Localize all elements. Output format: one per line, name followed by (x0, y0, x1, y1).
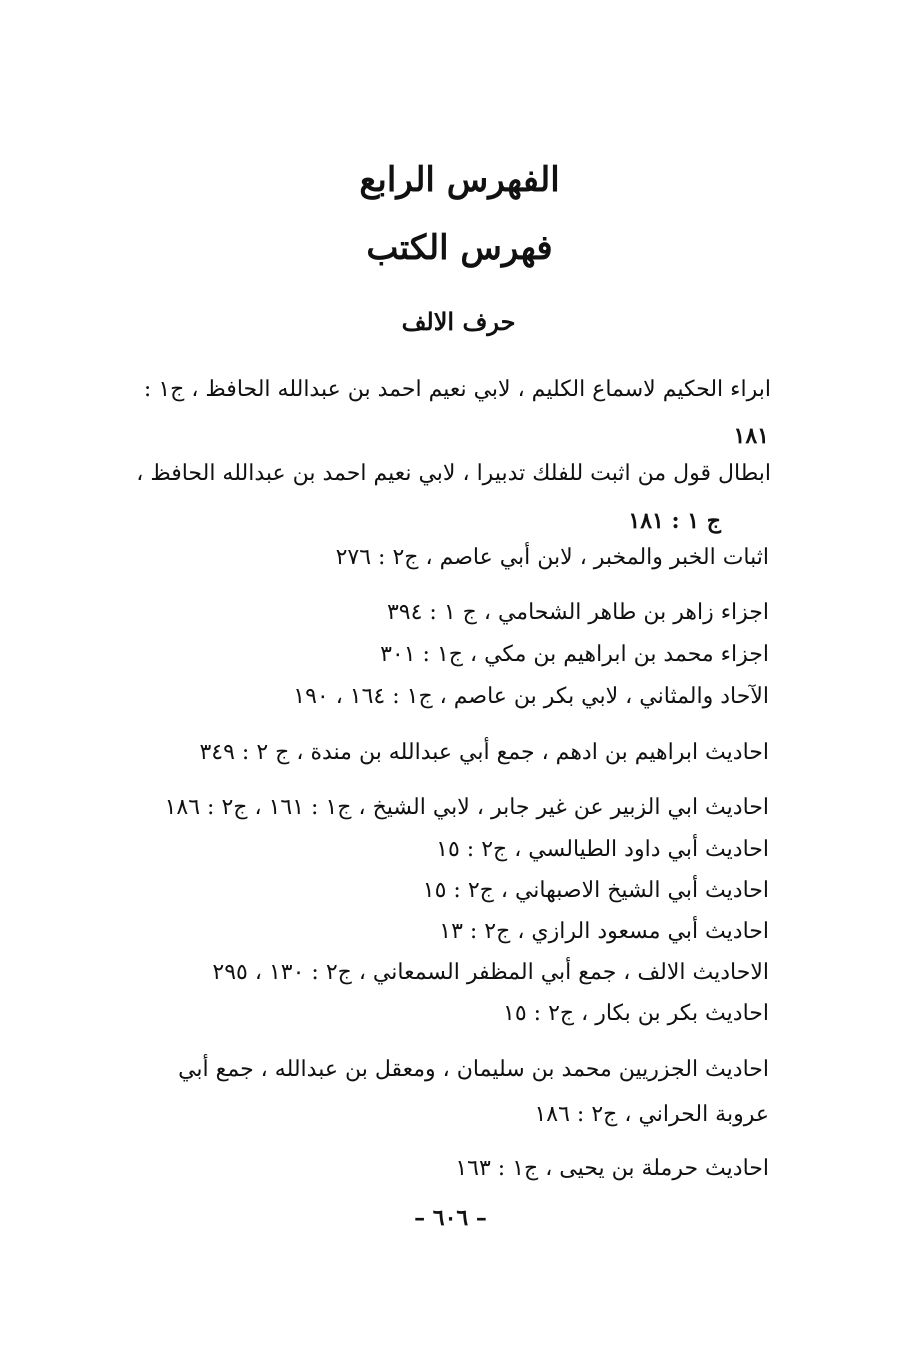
index-entry: احاديث الجزريين محمد بن سليمان ، ومعقل بن عبدالله ، جمع أبي (178, 1057, 769, 1082)
index-entry: احاديث حرملة بن يحيى ، ج١ : ١٦٣ (455, 1156, 769, 1181)
index-entry: الآحاد والمثاني ، لابي بكر بن عاصم ، ج١ : ١٦٤ ، ١٩٠ (293, 684, 769, 709)
index-entry: اثبات الخبر والمخبر ، لابن أبي عاصم ، ج٢ : ٢٧٦ (335, 545, 769, 570)
index-entry-continuation: ج ١ : ١٨١ (628, 508, 721, 534)
subtitle: فهرس الكتب (366, 228, 553, 268)
index-entry: احاديث بكر بن بكار ، ج٢ : ١٥ (503, 1001, 769, 1026)
index-entry: ابراء الحكيم لاسماع الكليم ، لابي نعيم احمد بن عبدالله الحافظ ، ج١ : (143, 377, 771, 402)
index-entry: احاديث أبي الشيخ الاصبهاني ، ج٢ : ١٥ (422, 878, 769, 903)
index-entry: اجزاء محمد بن ابراهيم بن مكي ، ج١ : ٣٠١ (380, 642, 769, 667)
index-entry: احاديث أبي داود الطيالسي ، ج٢ : ١٥ (436, 837, 769, 862)
index-entry: الاحاديث الالف ، جمع أبي المظفر السمعاني ، ج٢ : ١٣٠ ، ٢٩٥ (212, 960, 769, 985)
page-number: – ٦٠٦ – (414, 1205, 487, 1231)
index-entry-continuation: عروبة الحراني ، ج٢ : ١٨٦ (534, 1102, 769, 1127)
index-entry: ابطال قول من اثبت للفلك تدبيرا ، لابي نعيم احمد بن عبدالله الحافظ ، (136, 461, 771, 486)
index-entry: احاديث ابراهيم بن ادهم ، جمع أبي عبدالله بن مندة ، ج ٢ : ٣٤٩ (199, 740, 769, 765)
index-entry-continuation: ١٨١ (733, 423, 769, 449)
section-heading: حرف الالف (401, 307, 516, 336)
index-entry: احاديث ابي الزبير عن غير جابر ، لابي الشيخ ، ج١ : ١٦١ ، ج٢ : ١٨٦ (164, 795, 769, 820)
index-entry: احاديث أبي مسعود الرازي ، ج٢ : ١٣ (439, 919, 769, 944)
index-entry: اجزاء زاهر بن طاهر الشحامي ، ج ١ : ٣٩٤ (386, 600, 769, 625)
main-title: الفهرس الرابع (359, 160, 560, 200)
